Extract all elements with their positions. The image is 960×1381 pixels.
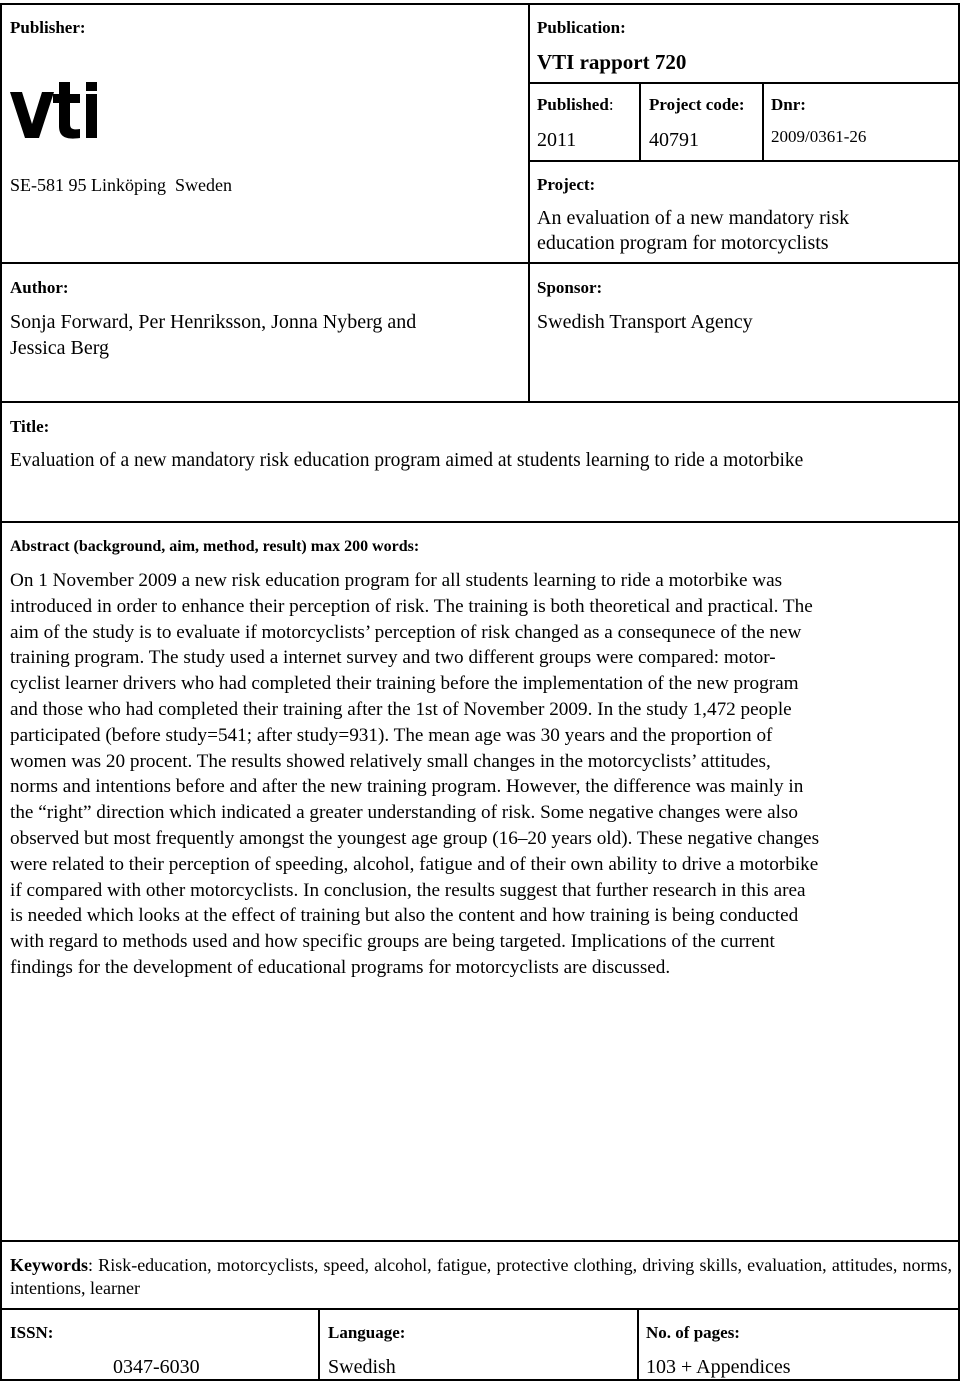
pages-label: No. of pages: bbox=[646, 1323, 740, 1342]
abstract-line: On 1 November 2009 a new risk education program for all students learning to ride a motorbike was bbox=[10, 570, 783, 591]
abstract-line: aim of the study is to evaluate if motorcyclists’ perception of risk changed as a consequnece of the new bbox=[10, 621, 802, 643]
dnr-label: Dnr: bbox=[771, 95, 806, 114]
project-label: Project: bbox=[537, 175, 596, 194]
project-sponsor-divider bbox=[528, 262, 960, 264]
abstract-line: introduced in order to enhance their perception of risk. The training is both theoretical and practical. The bbox=[10, 595, 813, 617]
published-label-colon: : bbox=[608, 95, 614, 114]
published-label bbox=[537, 95, 614, 115]
sponsor-value: Swedish Transport Agency bbox=[537, 311, 753, 333]
abstract-line: is needed which looks at the effect of training but also the content and how training is being conducted bbox=[10, 905, 799, 927]
project-code-value: 40791 bbox=[649, 129, 699, 151]
published-label-text: Published bbox=[537, 95, 609, 114]
abstract-line: norms and intentions before and after the new training program. However, the difference was mainly in bbox=[10, 776, 804, 798]
abstract-line: the “right” direction which indicated a greater understanding of risk. Some negative changes were also bbox=[10, 802, 798, 824]
language-label: Language: bbox=[328, 1323, 406, 1342]
sponsor-label: Sponsor: bbox=[537, 278, 603, 297]
publication-title: VTI rapport 720 bbox=[537, 50, 687, 74]
header-box bbox=[0, 3, 960, 403]
abstract-line: participated (before study=541; after study=931). The mean age was 30 years and the proportion of bbox=[10, 724, 773, 746]
abstract-line: women was 20 procent. The results showed relatively small changes in the motorcyclists’ attitudes, bbox=[10, 750, 771, 772]
issn-label: ISSN: bbox=[10, 1323, 54, 1342]
abstract-line: findings for the development of educational programs for motorcyclists are discussed. bbox=[10, 956, 671, 978]
title-value: Evaluation of a new mandatory risk education program aimed at students learning to ride a motorbike bbox=[10, 450, 804, 471]
dnr-value: 2009/0361-26 bbox=[771, 127, 867, 146]
abstract-line: with regard to methods used and how specific groups are being targeted. Implications of the current bbox=[10, 931, 775, 953]
issn-language-divider bbox=[318, 1308, 320, 1381]
project-code-label: Project code: bbox=[649, 95, 745, 114]
vti-logo-mark bbox=[8, 80, 104, 142]
published-value: 2011 bbox=[537, 129, 577, 151]
header-column-divider bbox=[528, 3, 530, 403]
abstract-line: training program. The study used a internet survey and two different groups were compared: motor- bbox=[10, 647, 776, 669]
publisher-address: SE-581 95 Linköping Sweden bbox=[10, 175, 232, 195]
project-line-2: education program for motorcyclists bbox=[537, 232, 829, 254]
keywords-label: Keywords bbox=[10, 1255, 88, 1275]
author-line-1: Sonja Forward, Per Henriksson, Jonna Nyberg and bbox=[10, 311, 417, 333]
abstract-label: Abstract (background, aim, method, result) max 200 words: bbox=[10, 538, 420, 555]
abstract-body bbox=[10, 568, 952, 981]
author-label: Author: bbox=[10, 278, 69, 297]
abstract-line: cyclist learner drivers who had completed their training before the implementation of the new program bbox=[10, 673, 799, 695]
abstract-line: observed but most frequently amongst the youngest age group (16–20 years old). These negative changes bbox=[10, 827, 820, 849]
publication-row-divider bbox=[528, 82, 960, 84]
language-pages-divider bbox=[637, 1308, 639, 1381]
abstract-line: were related to their perception of speeding, alcohol, fatigue and of their own ability to drive a motorbike bbox=[10, 853, 819, 875]
published-divider bbox=[639, 82, 641, 162]
publication-label: Publication: bbox=[537, 18, 626, 37]
publisher-author-divider bbox=[0, 262, 530, 264]
pages-value: 103 + Appendices bbox=[646, 1356, 791, 1378]
publisher-label: Publisher: bbox=[10, 18, 86, 37]
vti-logo bbox=[8, 80, 104, 147]
title-label: Title: bbox=[10, 417, 50, 436]
author-line-2: Jessica Berg bbox=[10, 337, 110, 359]
project-line-1: An evaluation of a new mandatory risk bbox=[537, 207, 850, 229]
keywords-text bbox=[10, 1254, 952, 1300]
published-row-divider bbox=[528, 160, 960, 162]
language-value: Swedish bbox=[328, 1356, 396, 1378]
project-code-divider bbox=[762, 82, 764, 162]
abstract-line: and those who had completed their training after the 1st of November 2009. In the study 1,472 people bbox=[10, 698, 792, 720]
keywords-value: : Risk-education, motorcyclists, speed, alcohol, fatigue, protective clothing, driving skills, evaluation, attitudes, norms, intentions, learner bbox=[10, 1255, 952, 1298]
issn-value: 0347-6030 bbox=[113, 1356, 200, 1378]
abstract-line: if compared with other motorcyclists. In conclusion, the results suggest that further research in this area bbox=[10, 879, 806, 901]
